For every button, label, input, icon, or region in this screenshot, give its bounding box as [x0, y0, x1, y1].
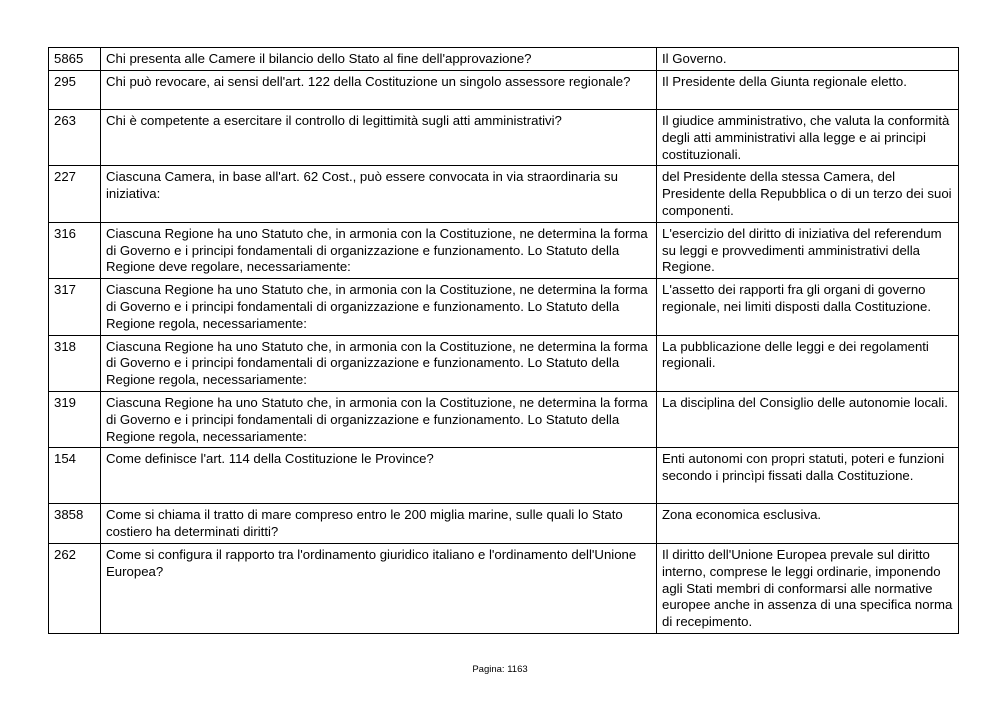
- question-text: Ciascuna Regione ha uno Statuto che, in armonia con la Costituzione, ne determina la forma di Governo e i principi fondamentali di organizzazione e funzionamento. Lo Statuto della Regione deve regolare, necessariamente:: [101, 222, 657, 278]
- table-row: [49, 448, 959, 504]
- answer-text: del Presidente della stessa Camera, del Presidente della Repubblica o di un terzo dei suoi componenti.: [657, 166, 959, 222]
- answer-text: Il Presidente della Giunta regionale eletto.: [657, 71, 959, 110]
- table-row: [49, 166, 959, 222]
- page-number: Pagina: 1163: [472, 664, 528, 675]
- question-text: Ciascuna Camera, in base all'art. 62 Cost., può essere convocata in via straordinaria su iniziativa:: [101, 166, 657, 222]
- answer-text: La pubblicazione delle leggi e dei regolamenti regionali.: [657, 335, 959, 391]
- question-id: 319: [49, 391, 101, 447]
- question-id: 5865: [49, 48, 101, 71]
- question-text: Ciascuna Regione ha uno Statuto che, in armonia con la Costituzione, ne determina la forma di Governo e i principi fondamentali di organizzazione e funzionamento. Lo Statuto della Regione regola, necessariamente:: [101, 279, 657, 335]
- question-text: Come definisce l'art. 114 della Costituzione le Province?: [101, 448, 657, 504]
- question-text: Chi può revocare, ai sensi dell'art. 122 della Costituzione un singolo assessore regionale?: [101, 71, 657, 110]
- question-text: Chi presenta alle Camere il bilancio dello Stato al fine dell'approvazione?: [101, 48, 657, 71]
- question-id: 318: [49, 335, 101, 391]
- question-id: 227: [49, 166, 101, 222]
- question-text: Come si configura il rapporto tra l'ordinamento giuridico italiano e l'ordinamento dell'Unione Europea?: [101, 543, 657, 633]
- questions-table-body: [49, 48, 959, 634]
- questions-table: [48, 47, 959, 634]
- table-row: [49, 543, 959, 633]
- table-row: [49, 279, 959, 335]
- table-row: [49, 48, 959, 71]
- table-row: [49, 110, 959, 166]
- answer-text: L'assetto dei rapporti fra gli organi di governo regionale, nei limiti disposti dalla Costituzione.: [657, 279, 959, 335]
- answer-text: La disciplina del Consiglio delle autonomie locali.: [657, 391, 959, 447]
- answer-text: Zona economica esclusiva.: [657, 504, 959, 544]
- answer-text: Il giudice amministrativo, che valuta la conformità degli atti amministrativi alla legge e ai principi costituzionali.: [657, 110, 959, 166]
- question-id: 263: [49, 110, 101, 166]
- answer-text: L'esercizio del diritto di iniziativa del referendum su leggi e provvedimenti amministrativi della Regione.: [657, 222, 959, 278]
- question-id: 295: [49, 71, 101, 110]
- question-text: Chi è competente a esercitare il controllo di legittimità sugli atti amministrativi?: [101, 110, 657, 166]
- table-row: [49, 504, 959, 544]
- question-id: 316: [49, 222, 101, 278]
- question-text: Ciascuna Regione ha uno Statuto che, in armonia con la Costituzione, ne determina la forma di Governo e i principi fondamentali di organizzazione e funzionamento. Lo Statuto della Regione regola, necessariamente:: [101, 391, 657, 447]
- table-row: [49, 222, 959, 278]
- question-text: Ciascuna Regione ha uno Statuto che, in armonia con la Costituzione, ne determina la forma di Governo e i principi fondamentali di organizzazione e funzionamento. Lo Statuto della Regione regola, necessariamente:: [101, 335, 657, 391]
- table-row: [49, 391, 959, 447]
- question-id: 154: [49, 448, 101, 504]
- question-text: Come si chiama il tratto di mare compreso entro le 200 miglia marine, sulle quali lo Stato costiero ha determinati diritti?: [101, 504, 657, 544]
- table-row: [49, 71, 959, 110]
- table-row: [49, 335, 959, 391]
- answer-text: Il diritto dell'Unione Europea prevale sul diritto interno, comprese le leggi ordinarie, imponendo agli Stati membri di conformarsi alle normative europee anche in assenza di una specifica norma di recepimento.: [657, 543, 959, 633]
- question-id: 262: [49, 543, 101, 633]
- answer-text: Il Governo.: [657, 48, 959, 71]
- answer-text: Enti autonomi con propri statuti, poteri e funzioni secondo i princìpi fissati dalla Costituzione.: [657, 448, 959, 504]
- question-id: 317: [49, 279, 101, 335]
- question-id: 3858: [49, 504, 101, 544]
